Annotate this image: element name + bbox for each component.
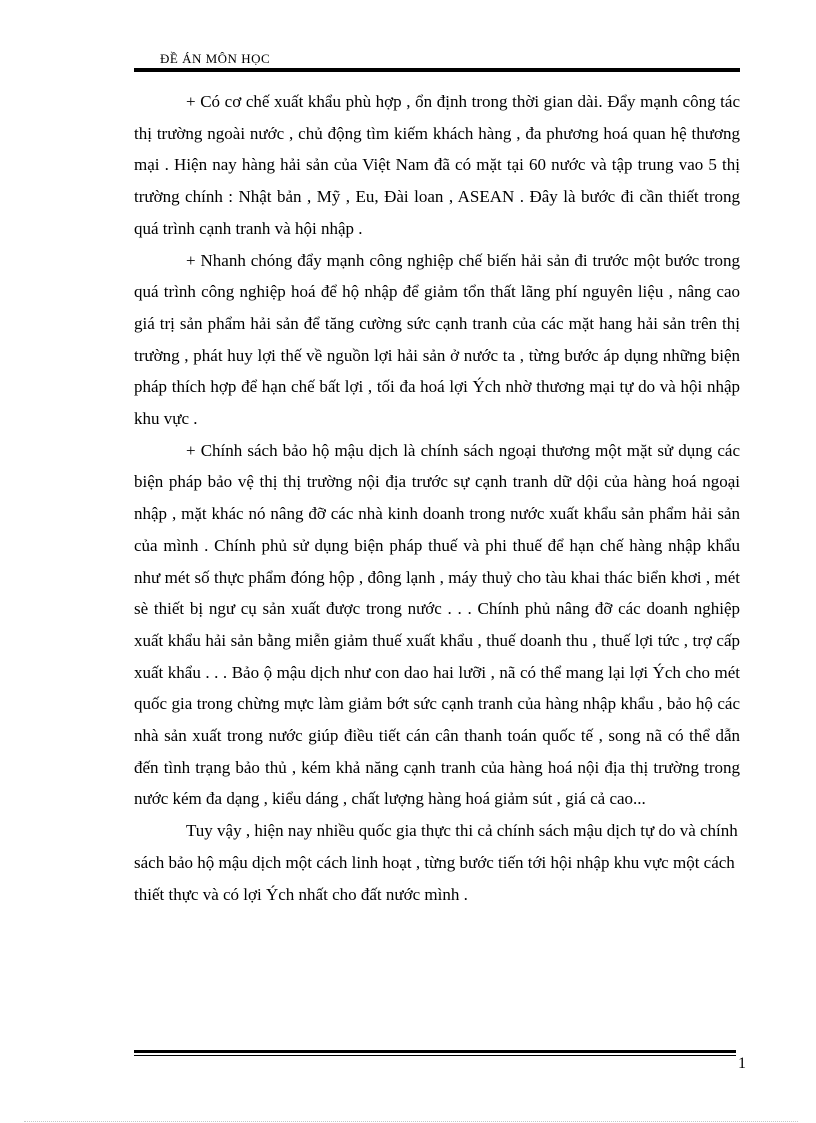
page-number: 1 bbox=[738, 1055, 746, 1072]
paragraph-4: Tuy vậy , hiện nay nhiều quốc gia thực thi cả chính sách mậu dịch tự do và chính sách bảo hộ mậu dịch một cách linh hoạt , từng bước tiến tới hội nhập khu vực một cách thiết thực và có lợi Ých nhất cho đất nước mình . bbox=[134, 821, 738, 904]
paragraph-2: + Nhanh chóng đẩy mạnh công nghiệp chế biến hải sản đi trước một bước trong quá trình công nghiệp hoá để hộ nhập để giảm tổn thất lãng phí nguyên liệu , nâng cao giá trị sản phẩm hải sản để tăng cường sức cạnh tranh của các mặt hang hải sản trên thị trường , phát huy lợi thế về nguồn lợi hải sản ở nước ta , từng bước áp dụng những biện pháp thích hợp để hạn chế bất lợi , tối đa hoá lợi Ých nhờ thương mại tự do và hội nhập khu vực . bbox=[134, 250, 740, 429]
header-title: ĐỀ ÁN MÔN HỌC bbox=[160, 51, 271, 66]
paragraph-1: + Có cơ chế xuất khẩu phù hợp , ổn định trong thời gian dài. Đẩy mạnh công tác thị trường ngoài nước , chủ động tìm kiếm khách hàng , đa phương hoá quan hệ thương mại . Hiện nay hàng hải sản của Việt Nam đã có mặt tại 60 nước và tập trung vao 5 thị trường chính : Nhật bản , Mỹ , Eu, Đài loan , ASEAN . Đây là bước đi cần thiết trong quá trình cạnh tranh và hội nhập . bbox=[134, 92, 740, 238]
paragraph-3: + Chính sách bảo hộ mậu dịch là chính sách ngoại thương một mặt sử dụng các biện pháp bảo vệ thị thị trường nội địa trước sự cạnh tranh dữ dội của hàng hoá ngoại nhập , mặt khác nó nâng đỡ các nhà kinh doanh trong nước xuất khẩu sản phẩm hải sản của mình . Chính phủ sử dụng biện pháp thuế và phi thuế để hạn chế hàng nhập khẩu như mét số thực phẩm đóng hộp , đông lạnh , máy thuỷ cho tàu khai thác biển khơi , mét sè thiết bị ngư cụ sản xuất được trong nước . . . Chính phủ nâng đỡ các doanh nghiệp xuất khẩu hải sản bằng miễn giảm thuế xuất khẩu , thuế doanh thu , thuế lợi tức , trợ cấp xuất khẩu . . . Bảo ộ mậu dịch như con dao hai lưỡi , nã có thể mang lại lợi Ých cho mét quốc gia trong chừng mực làm giảm bớt sức cạnh tranh của hàng nhập khẩu , bảo hộ các nhà sản xuất trong nước giúp điều tiết cán cân thanh toán quốc tế , song nã có thể dẫn đến tình trạng bảo thủ , kém khả năng cạnh tranh của hàng hoá nội địa thị trường trong nước kém đa dạng , kiểu dáng , chất lượng hàng hoá giảm sút , giá cả cao... bbox=[134, 440, 740, 809]
footer-rule-bottom bbox=[134, 1055, 736, 1056]
footer-rule-top bbox=[134, 1050, 736, 1053]
body-text bbox=[134, 86, 740, 910]
page-edge-divider bbox=[24, 1121, 798, 1122]
header-rule bbox=[134, 68, 740, 72]
